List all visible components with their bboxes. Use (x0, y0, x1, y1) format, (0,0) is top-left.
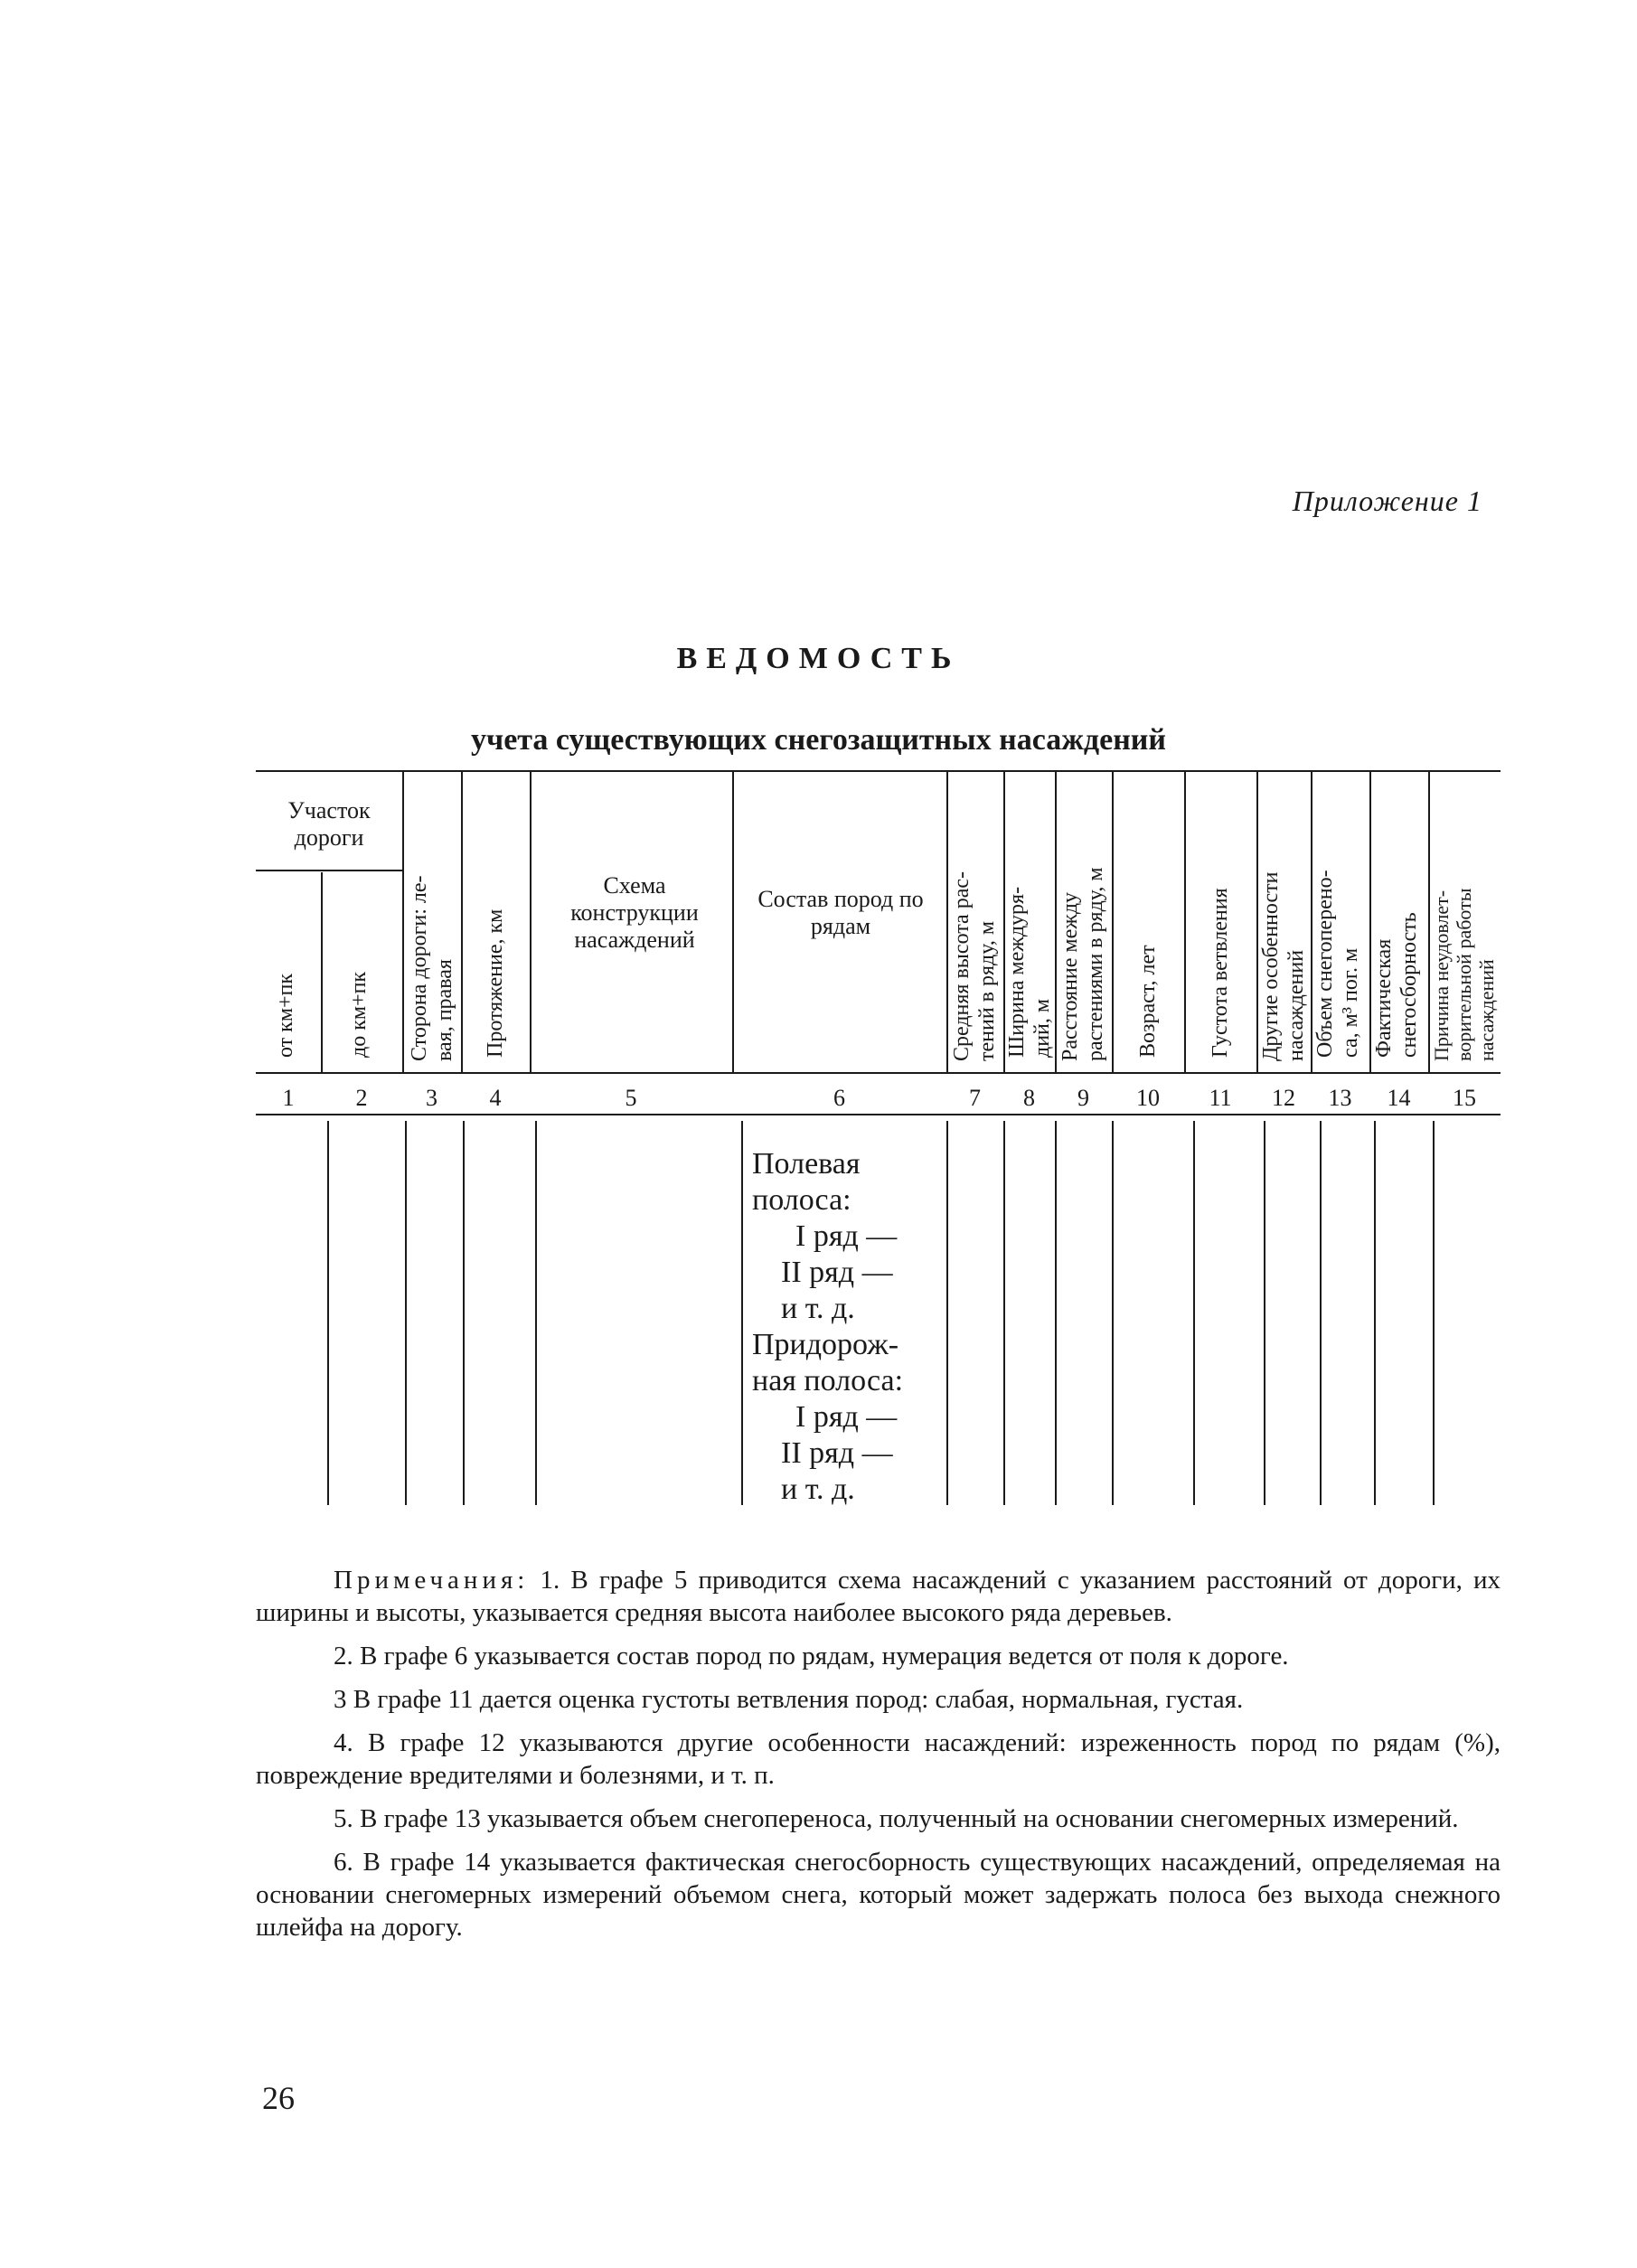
appendix-label: Приложение 1 (1292, 485, 1482, 517)
col-header-11: Густота ветвления (1209, 888, 1232, 1058)
col-header-9: Расстояние между растениями в ряду, м (1058, 867, 1107, 1061)
body-divider (1264, 1121, 1265, 1505)
note-item: 5. В графе 13 указывается объем снегопереноса, полученный на основании снегомерных измерений. (334, 1804, 1459, 1833)
col-number: 10 (1136, 1085, 1160, 1111)
sostav-line: Придорож- (752, 1328, 899, 1361)
col-header-8: Ширина междуря- дий, м (1005, 886, 1054, 1058)
sostav-line: и т. д. (781, 1292, 855, 1325)
body-divider (463, 1121, 465, 1505)
col-number: 6 (833, 1085, 845, 1111)
document-title: ВЕДОМОСТЬ (676, 642, 961, 675)
col-header-2: до км+пк (347, 971, 371, 1058)
sostav-line: I ряд — (795, 1400, 898, 1434)
numbers-bottom-rule (256, 1114, 1501, 1115)
body-divider (1433, 1121, 1435, 1505)
col-number: 4 (489, 1085, 502, 1111)
note-item: 3 В графе 11 дается оценка густоты ветвления пород: слабая, нормальная, густая. (334, 1685, 1244, 1714)
sostav-line: Полевая (752, 1147, 861, 1181)
body-divider (327, 1121, 329, 1505)
col-number: 8 (1023, 1085, 1035, 1111)
col-header-15: Причина неудовлет- ворительной работы насаждений (1430, 888, 1498, 1061)
note-item: 2. В графе 6 указывается состав пород по рядам, нумерация ведется от поля к дороге. (334, 1642, 1289, 1670)
body-divider (1003, 1121, 1005, 1505)
sostav-line: I ряд — (795, 1219, 898, 1253)
sostav-line: ная полоса: (752, 1364, 904, 1398)
col-divider (402, 772, 404, 1072)
col-header-4: Протяжение, км (484, 908, 507, 1058)
col-divider (1112, 772, 1114, 1072)
col-number: 13 (1328, 1085, 1352, 1111)
body-divider (1112, 1121, 1114, 1505)
col-header-6: Состав пород по рядам (757, 886, 924, 939)
col-number: 14 (1387, 1085, 1411, 1111)
sostav-cell (752, 1146, 933, 1508)
note-item: 6. В графе 14 указывается фактическая снегосборность существующих насаждений, определяемая на основании снегомерных измерений объемом снега, который может задержать полоса без выхода снежного шлейфа на дорогу. (256, 1848, 1501, 1942)
sostav-line: полоса: (752, 1183, 851, 1217)
col-header-1: от км+пк (274, 973, 297, 1058)
col-header-14: Фактическая снегосборность (1372, 912, 1421, 1058)
note-item: 4. В графе 12 указываются другие особенности насаждений: изреженность пород по рядам (%), повреждение вредителями и болезнями, и т. п. (256, 1728, 1501, 1790)
col-number: 3 (426, 1085, 437, 1111)
col-divider (732, 772, 734, 1072)
col-header-3: Сторона дороги: ле- вая, правая (408, 875, 456, 1061)
col-number: 9 (1077, 1085, 1089, 1111)
col-divider (1184, 772, 1186, 1072)
col-header-10: Возраст, лет (1136, 945, 1160, 1058)
col-number: 5 (625, 1085, 637, 1111)
body-divider (535, 1121, 537, 1505)
table-top-rule (256, 770, 1501, 772)
page-number: 26 (262, 2080, 295, 2116)
group-header-rule (256, 870, 402, 871)
col-number: 1 (282, 1085, 295, 1111)
body-divider (1193, 1121, 1195, 1505)
body-divider (946, 1121, 948, 1505)
note-item (256, 1564, 1501, 1629)
col-number: 7 (969, 1085, 981, 1111)
notes-label: Примечания: (334, 1566, 530, 1595)
sostav-line: II ряд — (781, 1436, 893, 1470)
body-divider (741, 1121, 743, 1505)
col-number: 15 (1453, 1085, 1476, 1111)
body-divider (1055, 1121, 1057, 1505)
sostav-line: II ряд — (781, 1256, 893, 1289)
notes-section (256, 1564, 1501, 1954)
col-divider (946, 772, 948, 1072)
header-bottom-rule (256, 1072, 1501, 1074)
col-divider (1055, 772, 1057, 1072)
sostav-line: и т. д. (781, 1473, 855, 1506)
col-header-7: Средняя высота рас- тений в ряду, м (950, 871, 999, 1061)
body-divider (1374, 1121, 1376, 1505)
col-divider (321, 872, 323, 1072)
col-header-5: Схема конструкции насаждений (570, 872, 699, 953)
col-number: 11 (1209, 1085, 1232, 1111)
body-divider (1320, 1121, 1322, 1505)
body-divider (405, 1121, 407, 1505)
col-header-12: Другие особенности насаждений (1259, 871, 1308, 1061)
col-divider (461, 772, 463, 1072)
note-text: 1. В графе 5 приводится схема насаждений с указанием расстояний от дороги, их ширины и высоты, указывается средняя высота наиболее высокого ряда деревьев. (256, 1566, 1501, 1627)
col-header-13: Объем снегоперено- са, м³ пог. м (1313, 870, 1362, 1058)
document-subtitle: учета существующих снегозащитных насаждений (471, 723, 1166, 757)
col-number: 12 (1272, 1085, 1295, 1111)
group-header-section: Участок дороги (287, 797, 371, 851)
col-divider (530, 772, 532, 1072)
col-number: 2 (355, 1085, 368, 1111)
